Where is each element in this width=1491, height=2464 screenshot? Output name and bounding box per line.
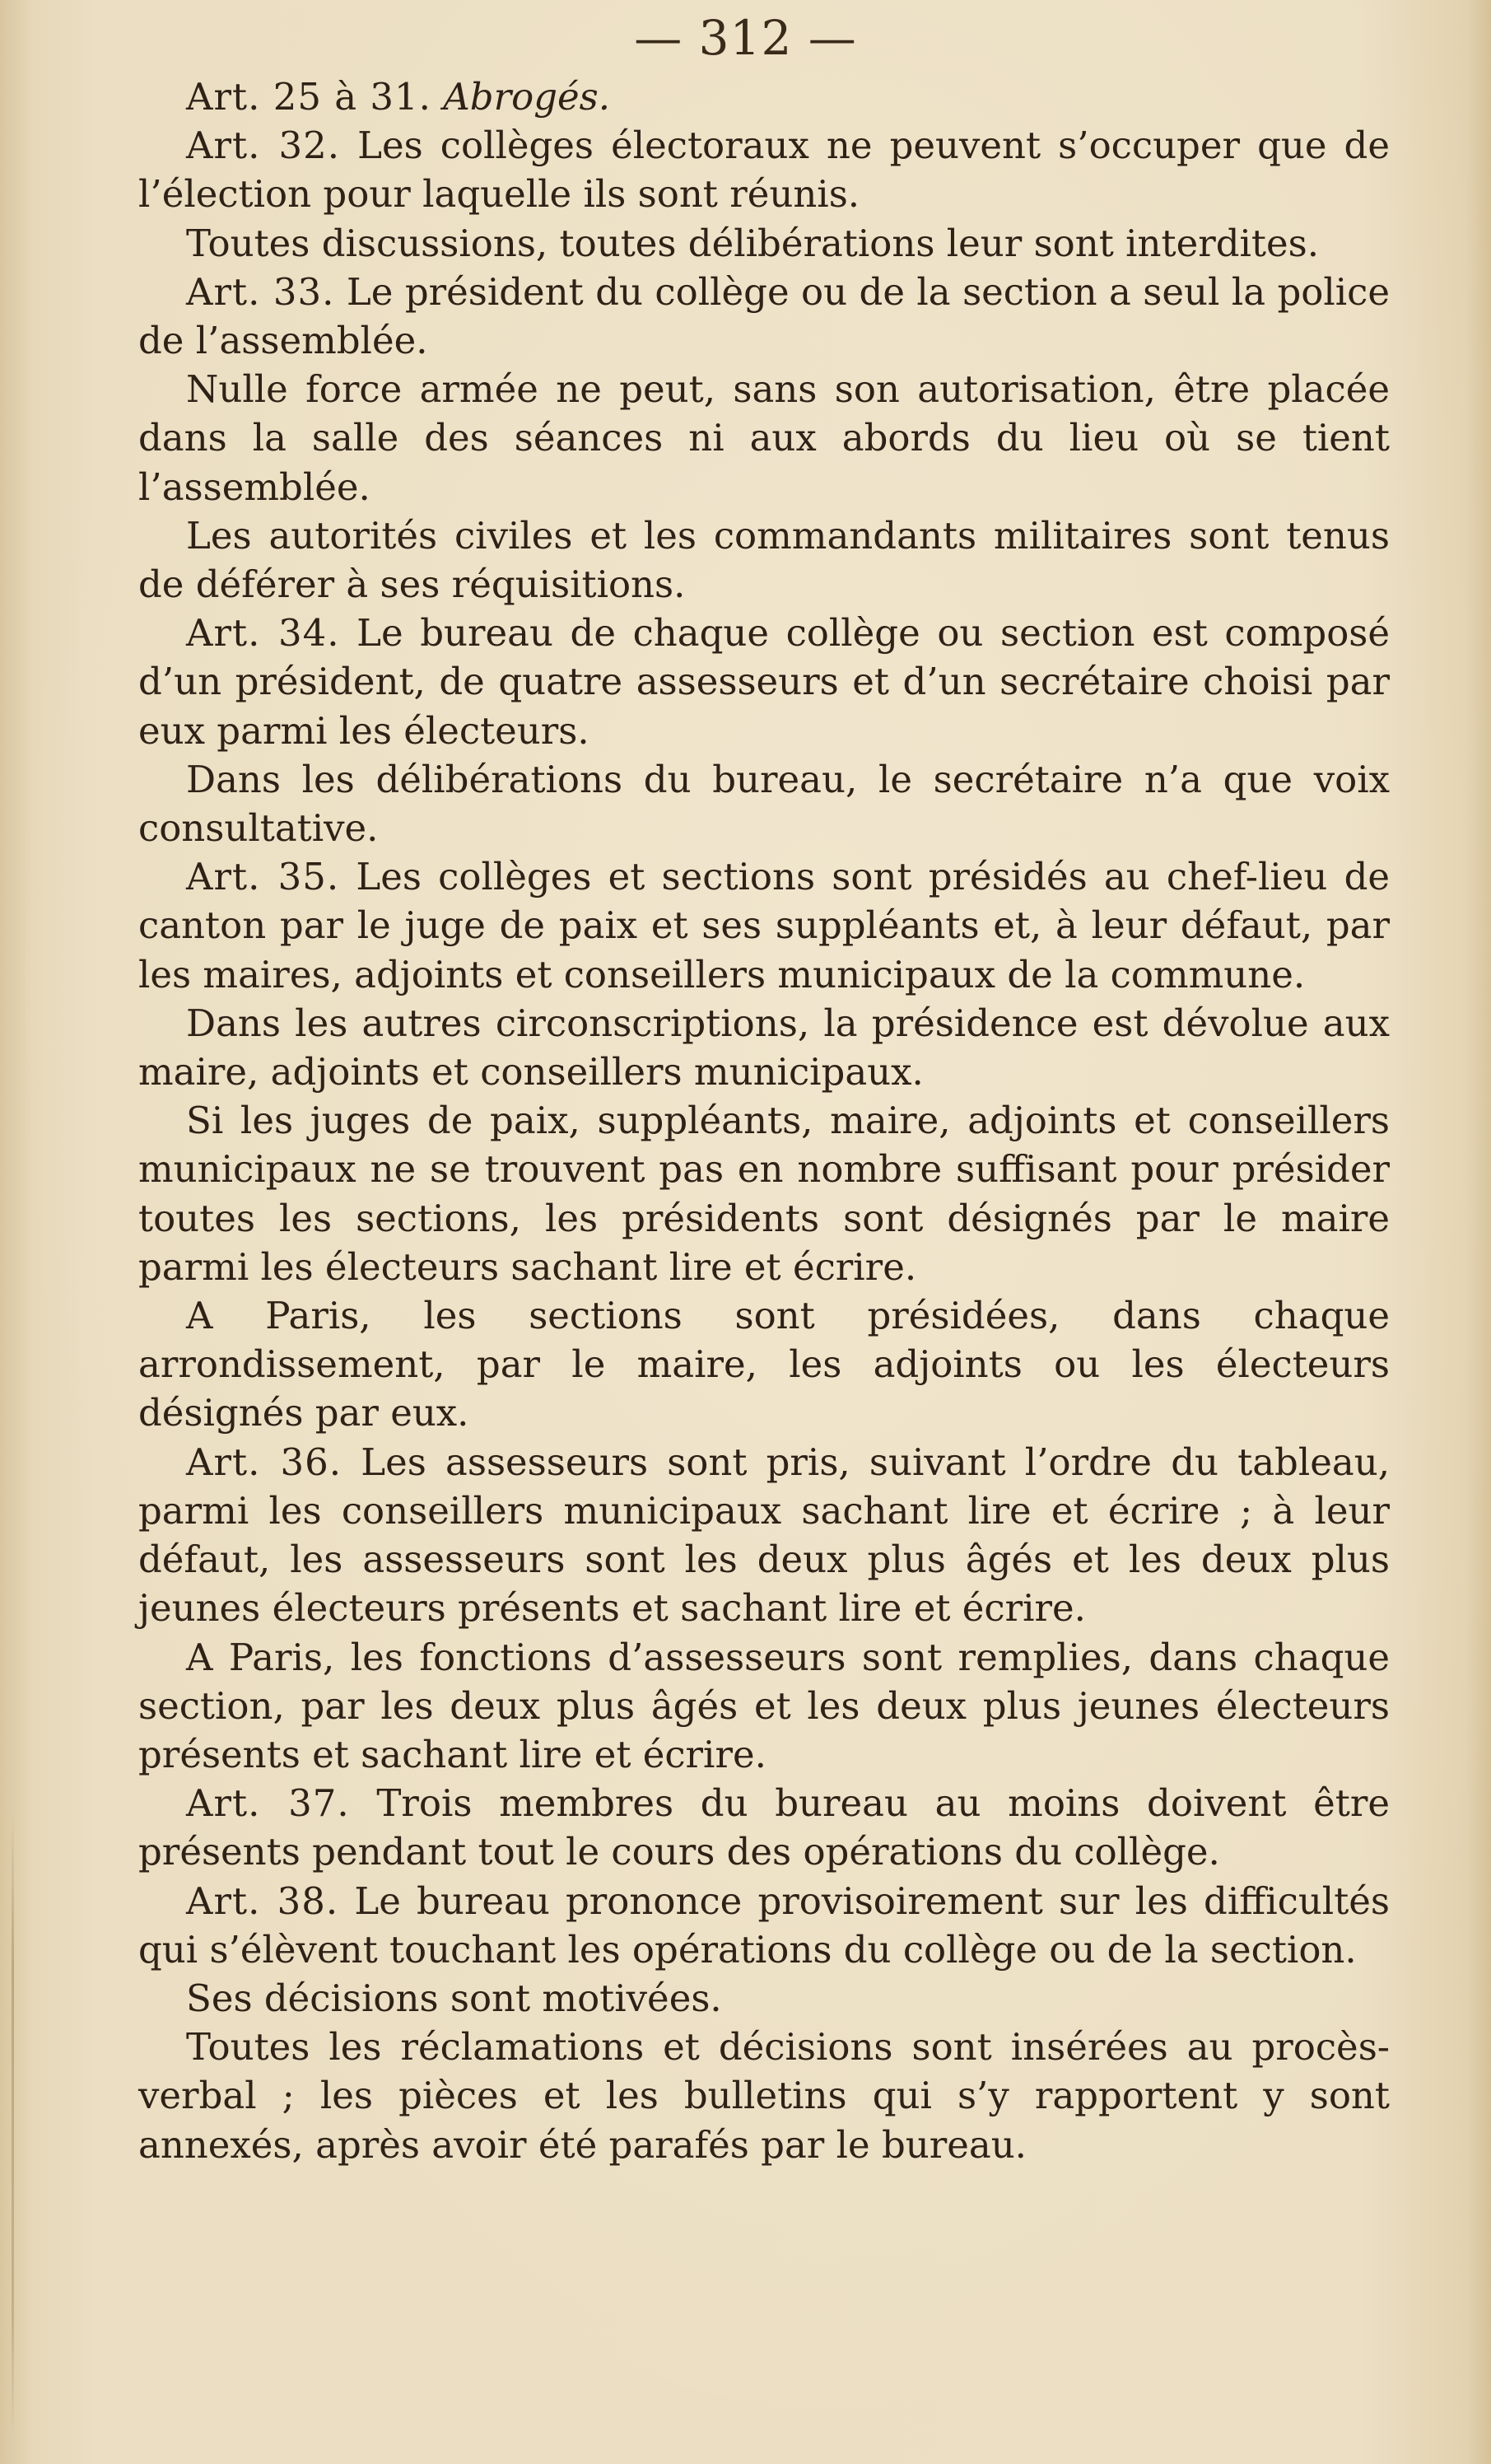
paragraph-text: Le bureau prononce provisoirement sur les difficultés qui s’élèvent touchant les opérations du collège ou de la section. bbox=[138, 1878, 1391, 1972]
article-label: Art. 33. bbox=[186, 269, 335, 314]
article-label: Art. 25 à 31. bbox=[186, 75, 431, 119]
paragraph-art-37 bbox=[138, 1779, 1390, 1876]
paragraph-text: Les collèges et sections sont présidés au chef-lieu de canton par le juge de paix et ses suppléants et, à leur défaut, par les maires, adjoints et conseillers municipaux de la commune. bbox=[138, 855, 1391, 996]
paragraph-text: Si les juges de paix, suppléants, maire, adjoints et conseillers municipaux ne se trouvent pas en nombre suffisant pour présider toutes les sections, les présidents sont désignés par le maire parmi les électeurs sachant lire et écrire. bbox=[138, 1099, 1390, 1289]
paragraph-text: Les assesseurs sont pris, suivant l’ordre du tableau, parmi les conseillers municipaux sachant lire et écrire ; à leur défaut, les assesseurs sont les deux plus âgés et les deux plus jeunes électeurs présents et sachant lire et écrire. bbox=[138, 1440, 1390, 1631]
paragraph bbox=[138, 755, 1390, 852]
paragraph bbox=[138, 2023, 1390, 2169]
paragraph-text: Ses décisions sont motivées. bbox=[186, 1976, 722, 2020]
paragraph-text: Dans les autres circonscriptions, la présidence est dévolue aux maire, adjoints et conseillers municipaux. bbox=[138, 1001, 1390, 1094]
paragraph-text: A Paris, les sections sont présidées, dans chaque arrondissement, par le maire, les adjoints ou les électeurs désignés par eux. bbox=[138, 1294, 1390, 1435]
article-label: Art. 37. bbox=[186, 1781, 350, 1826]
paragraph-art-34 bbox=[138, 609, 1390, 755]
article-label: Art. 36. bbox=[186, 1440, 342, 1484]
paragraph-art-33 bbox=[138, 268, 1390, 365]
article-label: Art. 35. bbox=[186, 855, 340, 899]
paragraph bbox=[138, 1633, 1390, 1780]
paragraph bbox=[138, 365, 1390, 511]
paragraph bbox=[138, 1974, 1390, 2023]
paragraph bbox=[138, 1096, 1390, 1291]
article-label: Art. 32. bbox=[186, 124, 341, 168]
paragraph-text: Le président du collège ou de la section a seul la police de l’assemblée. bbox=[138, 269, 1390, 363]
paragraph-text: Les autorités civiles et les commandants militaires sont tenus de déférer à ses réquisitions. bbox=[138, 513, 1390, 607]
paragraph-text: Trois membres du bureau au moins doivent être présents pendant tout le cours des opérations du collège. bbox=[138, 1781, 1390, 1874]
page-edge-shadow bbox=[12, 1812, 14, 2438]
article-label: Art. 38. bbox=[186, 1878, 339, 1923]
paragraph bbox=[138, 1291, 1390, 1438]
paragraph-art-35 bbox=[138, 852, 1390, 999]
page-number: — 312 — bbox=[634, 10, 857, 66]
page-body-text bbox=[138, 72, 1390, 2169]
paragraph-art-25-31 bbox=[138, 72, 1390, 121]
paragraph-text: Toutes discussions, toutes délibérations leur sont interdites. bbox=[186, 221, 1320, 265]
paragraph bbox=[138, 999, 1390, 1096]
paragraph-art-32 bbox=[138, 121, 1390, 218]
paragraph-text: A Paris, les fonctions d’assesseurs sont remplies, dans chaque section, par les deux plus âgés et les deux plus jeunes électeurs présents et sachant lire et écrire. bbox=[138, 1635, 1390, 1776]
paragraph-text: Toutes les réclamations et décisions sont insérées au procès-verbal ; les pièces et les bulletins qui s’y rapportent y sont annexés, après avoir été parafés par le bureau. bbox=[138, 2025, 1390, 2167]
paragraph-art-36 bbox=[138, 1438, 1390, 1633]
paragraph bbox=[138, 511, 1390, 609]
paragraph bbox=[138, 219, 1390, 268]
paragraph-text: Les collèges électoraux ne peuvent s’occuper que de l’élection pour laquelle ils sont réunis. bbox=[138, 124, 1390, 217]
paragraph-text: Nulle force armée ne peut, sans son autorisation, être placée dans la salle des séances ni aux abords du lieu où se tient l’assemblée. bbox=[138, 367, 1390, 509]
paragraph-art-38 bbox=[138, 1877, 1390, 1974]
article-status: Abrogés. bbox=[443, 75, 611, 119]
article-label: Art. 34. bbox=[186, 611, 340, 656]
paragraph-text: Dans les délibérations du bureau, le secrétaire n’a que voix consultative. bbox=[138, 757, 1390, 851]
paragraph-text: Le bureau de chaque collège ou section est composé d’un président, de quatre assesseurs et d’un secrétaire choisi par eux parmi les électeurs. bbox=[138, 611, 1391, 753]
